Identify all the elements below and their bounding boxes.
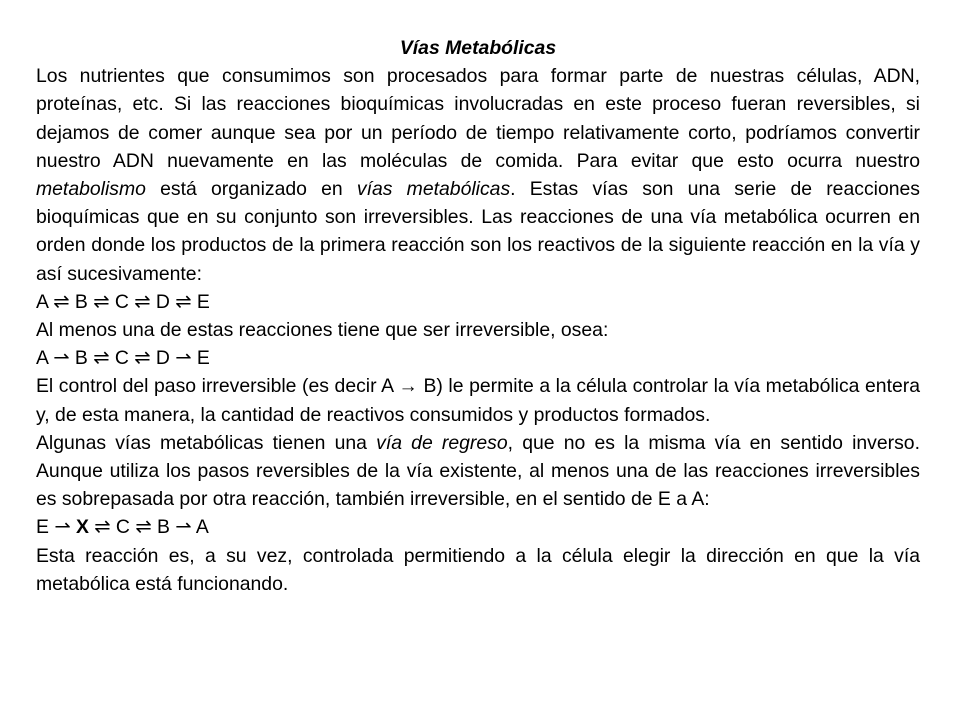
paragraph-irreversible: Al menos una de estas reacciones tiene que ser irreversible, osea:: [36, 319, 609, 342]
term-vias-metabolicas: vías metabólicas: [356, 178, 511, 201]
scheme-return-pre: E ⇀: [36, 516, 76, 539]
paragraph-conclusion: Esta reacción es, a su vez, controlada permitiendo a la célula elegir la dirección en que la vía metabólica está funcionando.: [36, 544, 920, 595]
paragraph-control: El control del paso irreversible (es decir A → B) le permite a la célula controlar la vía metabólica entera y, de esta manera, la cantidad de reactivos consumidos y productos formados.: [36, 375, 920, 426]
reaction-scheme-reversible: A ⇌ B ⇌ C ⇌ D ⇌ E: [36, 290, 210, 313]
paragraph-intro-text-b: está organizado en: [145, 178, 357, 201]
paragraph-return-text-a: Algunas vías metabólicas tienen una: [36, 431, 377, 454]
term-metabolismo: metabolismo: [36, 178, 146, 201]
scheme-return-post: ⇌ C ⇌ B ⇀ A: [88, 516, 209, 539]
paragraph-intro-text-a: Los nutrientes que consumimos son procesados para formar parte de nuestras células, ADN, proteínas, etc. Si las reacciones bioquímicas involucradas en este proceso fueran reversibles, si dejamos de comer aunque sea por un período de tiempo relativamente corto, podríamos convertir nuestro ADN nuevamente en las moléculas de comida. Para evitar que esto ocurra nuestro: [36, 65, 920, 172]
paragraph-intro-text-c: . Estas vías son una serie de reacciones bioquímicas que en su conjunto son irreversibles. Las reacciones de una vía metabólica ocurren en orden donde los productos de la primera reacción son los reactivos de la siguiente reacción en la vía y así sucesivamente:: [36, 178, 920, 285]
document-page: [36, 34, 920, 598]
document-title: Vías Metabólicas: [399, 37, 557, 59]
paragraph-intro: [36, 62, 920, 288]
term-via-de-regreso: vía de regreso: [376, 431, 508, 454]
scheme-return-x: X: [75, 516, 89, 539]
paragraph-return-pathway: [36, 429, 920, 514]
reaction-scheme-return: [36, 513, 920, 541]
paragraph-return-text-b: , que no es la misma vía en sentido inverso. Aunque utiliza los pasos reversibles de la vía existente, al menos una de las reacciones irreversibles es sobrepasada por otra reacción, también irreversible, en el sentido de E a A:: [36, 431, 920, 511]
reaction-scheme-irreversible: A ⇀ B ⇌ C ⇌ D ⇀ E: [36, 347, 210, 370]
